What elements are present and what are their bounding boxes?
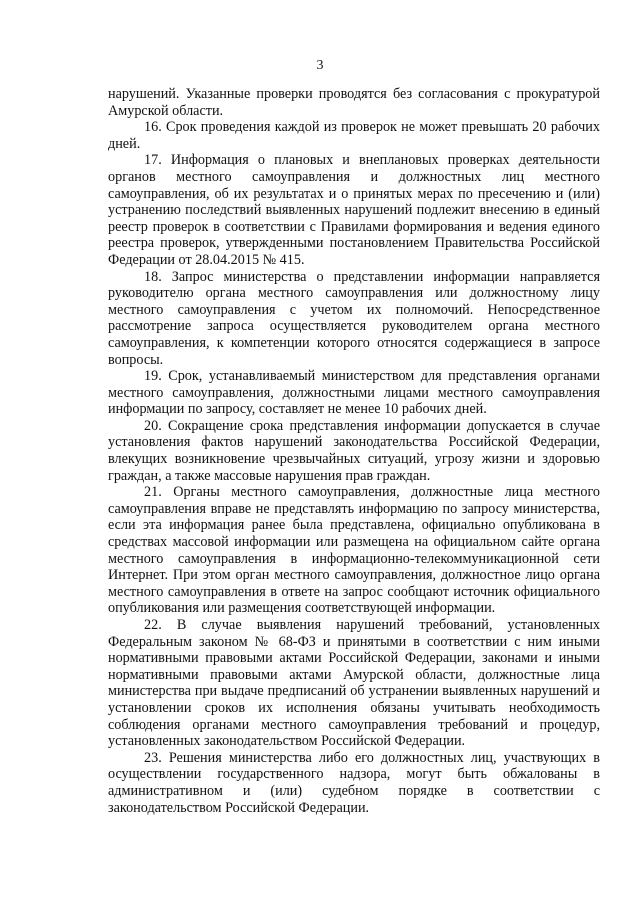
- paragraph-21: 21. Органы местного самоуправления, должностные лица местного самоуправления вправе не представлять информацию по запросу министерства, если эта информация ранее была представлена, официально опубликована в средствах массовой информации или размещена на официальном сайте органа местного самоуправления в информационно-телекоммуникационной сети Интернет. При этом орган местного самоуправления, должностное лицо органа местного самоуправления в ответе на запрос сообщают источник официального опубликования или размещения соответствующей информации.: [108, 484, 600, 617]
- paragraph-22: 22. В случае выявления нарушений требований, установленных Федеральным законом № 68-ФЗ и принятыми в соответствии с ним иными нормативными правовыми актами Российской Федерации, законами и иными нормативными правовыми актами Амурской области, должностные лица министерства при выдаче предписаний об устранении выявленных нарушений и установлении сроков их исполнения обязаны учитывать необходимость соблюдения органами местного самоуправления требований и процедур, установленных законодательством Российской Федерации.: [108, 617, 600, 750]
- paragraph-18: 18. Запрос министерства о представлении информации направляется руководителю органа местного самоуправления или должностному лицу местного самоуправления с учетом их полномочий. Непосредственное рассмотрение запроса осуществляется руководителем органа местного самоуправления, к компетенции которого относятся содержащиеся в запросе вопросы.: [108, 268, 600, 368]
- paragraph-16: 16. Срок проведения каждой из проверок не может превышать 20 рабочих дней.: [108, 119, 600, 152]
- page-number: 3: [316, 58, 324, 73]
- document-body: [108, 86, 600, 816]
- paragraph-19: 19. Срок, устанавливаемый министерством для представления органами местного самоуправления, должностными лицами местного самоуправления информации по запросу, составляет не менее 10 рабочих дней.: [108, 368, 600, 418]
- paragraph-17: 17. Информация о плановых и внеплановых проверках деятельности органов местного самоуправления и должностных лиц местного самоуправления, об их результатах и о принятых мерах по пресечению и (или) устранению последствий выявленных нарушений подлежит внесению в единый реестр проверок в соответствии с Правилами формирования и ведения единого реестра проверок, утвержденными постановлением Правительства Российской Федерации от 28.04.2015 № 415.: [108, 152, 600, 268]
- paragraph-20: 20. Сокращение срока представления информации допускается в случае установления фактов нарушений законодательства Российской Федерации, влекущих возникновение чрезвычайных ситуаций, угрозу жизни и здоровью граждан, а также массовые нарушения прав граждан.: [108, 417, 600, 484]
- paragraph-23: 23. Решения министерства либо его должностных лиц, участвующих в осуществлении государственного надзора, могут быть обжалованы в административном и (или) судебном порядке в соответствии с законодательством Российской Федерации.: [108, 749, 600, 816]
- paragraph-continuation: нарушений. Указанные проверки проводятся без согласования с прокуратурой Амурской области.: [108, 86, 600, 119]
